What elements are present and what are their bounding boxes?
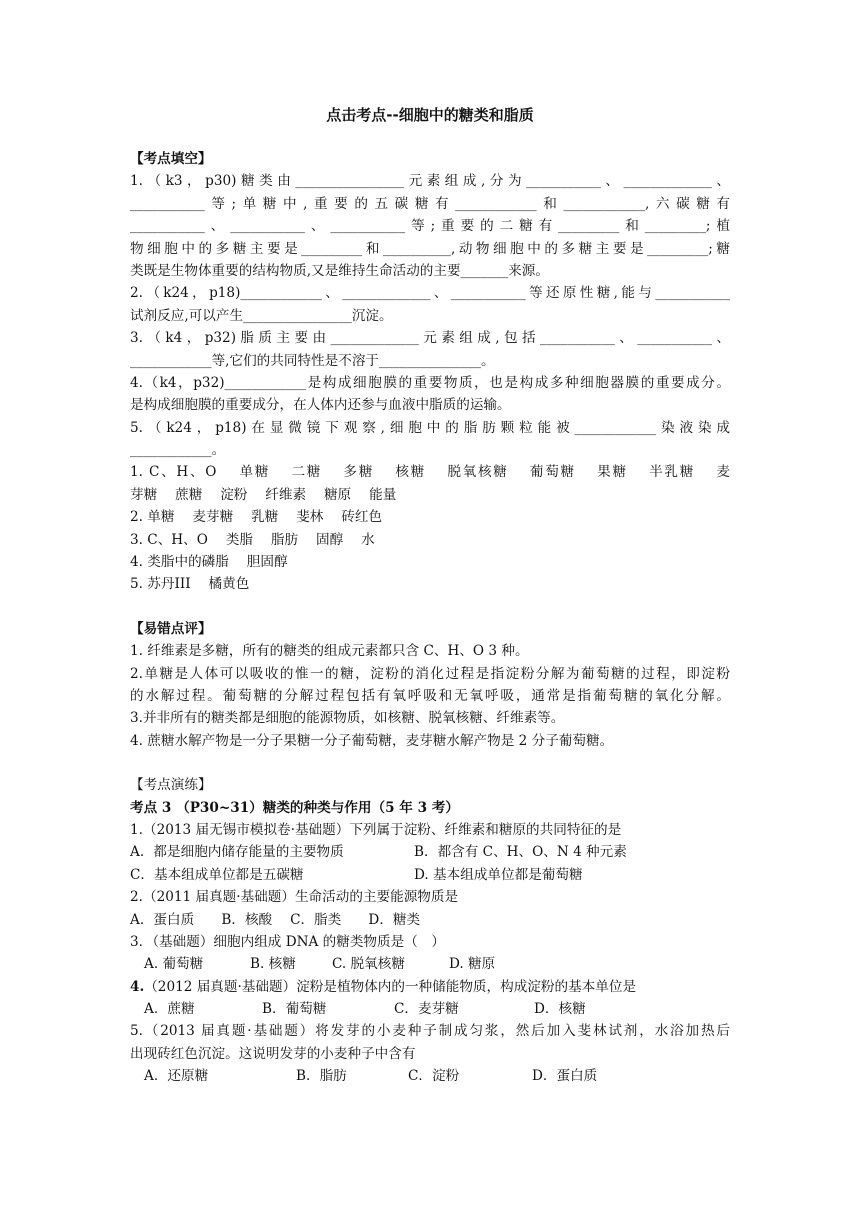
fill-line: 1.（k3，p30)糖类由________________元素组成,分为___________、_____________、 (130, 173, 730, 190)
answer-line: 芽糖 蔗糖 淀粉 纤维素 糖原 能量 (130, 486, 397, 503)
error-line: 2.单糖是人体可以吸收的惟一的糖，淀粉的消化过程是指淀粉分解为葡萄糖的过程，即淀粉 (130, 665, 730, 682)
page-title: 点击考点--细胞中的糖类和脂质 (326, 106, 534, 124)
question-2-options: A．蛋白质 B．核酸 C．脂类 D．糖类 (130, 911, 421, 928)
answer-line: 1. C、H、O 单糖 二糖 多糖 核糖 脱氧核糖 葡萄糖 果糖 半乳糖 麦 (130, 464, 730, 481)
fill-line: 试剂反应,可以产生________________沉淀。 (130, 307, 393, 324)
fill-line: ___________、___________、___________等;重要的二糖有_________和_________;植 (130, 218, 730, 235)
fill-line: 物细胞中的多糖主要是_________和__________,动物细胞中的多糖主要是_________;糖 (130, 240, 730, 257)
errors-heading: 【易错点评】 (130, 620, 212, 637)
error-line: 4. 蔗糖水解产物是一分子果糖一分子葡萄糖，麦芽糖水解产物是 2 分子葡萄糖。 (130, 732, 614, 749)
option-b: B．脂肪 (296, 1068, 347, 1085)
answer-line: 3. C、H、O 类脂 脂肪 固醇 水 (130, 531, 375, 548)
option-b: B．都含有 C、H、O、N 4 种元素 (414, 844, 627, 861)
fill-line: 3.（k4，p32)脂质主要由_____________元素组成,包括___________、___________、 (130, 330, 730, 347)
fill-heading: 【考点填空】 (130, 151, 212, 167)
question-4-options-row (130, 998, 730, 1020)
question-4-stem-row (130, 976, 730, 998)
answer-line: 2. 单糖 麦芽糖 乳糖 斐林 砖红色 (130, 509, 383, 526)
error-line: 3.并非所有的糖类都是细胞的能源物质，如核糖、脱氧核糖、纤维素等。 (130, 710, 565, 727)
answer-line: 5. 苏丹III 橘黄色 (130, 576, 250, 593)
fill-line: 5.（k24，p18)在显微镜下观察,细胞中的脂肪颗粒能被____________染液染成 (130, 419, 730, 436)
answer-line: 4. 类脂中的磷脂 胆固醇 (130, 554, 288, 571)
question-5-options-row (130, 1065, 730, 1087)
document-body (130, 148, 730, 1088)
practice-heading: 【考点演练】 (130, 777, 212, 794)
question-4-number: 4. (130, 978, 145, 995)
fill-line: 2.（k24，p18)____________、_____________、___________等还原性糖,能与___________ (130, 285, 730, 302)
option-c: C．淀粉 (408, 1068, 460, 1085)
option-d: D. 基本组成单位都是葡萄糖 (414, 866, 583, 883)
question-2-stem: 2.（2011 届真题·基础题）生命活动的主要能源物质是 (130, 889, 459, 906)
option-c: C．基本组成单位都是五碳糖 (130, 866, 304, 883)
option-d: D. 糖原 (449, 956, 496, 973)
error-line: 1. 纤维素是多糖，所有的糖类的组成元素都只含 C、H、O 3 种。 (130, 643, 529, 660)
section-spacer (130, 596, 730, 618)
option-d: D．蛋白质 (532, 1068, 598, 1085)
question-3-stem: 3．（基础题）细胞内组成 DNA 的糖类物质是（ ） (130, 933, 445, 950)
option-c: C．麦芽糖 (394, 1001, 459, 1018)
fill-line: 类既是生物体重要的结构物质,又是维持生命活动的主要_______来源。 (130, 262, 549, 279)
fill-line: 是构成细胞膜的重要成分，在人体内还参与血液中脂质的运输。 (130, 397, 511, 414)
option-a: A．还原糖 (144, 1068, 209, 1085)
question-4-stem: （2012 届真题·基础题）淀粉是植物体内的一种储能物质，构成淀粉的基本单位是 (144, 978, 637, 995)
option-b: B．葡萄糖 (262, 1001, 327, 1018)
option-a: A. 葡萄糖 (144, 956, 204, 973)
fill-line: ___________等;单糖中,重要的五碳糖有____________和____________,六碳糖有 (130, 195, 730, 212)
option-a: A．蔗糖 (144, 1001, 195, 1018)
fill-line: ____________。 (130, 442, 226, 459)
option-a: A．都是细胞内储存能量的主要物质 (130, 844, 344, 861)
practice-subheading: 考点 3 （P30~31）糖类的种类与作用（5 年 3 考） (130, 799, 459, 816)
fill-line: 4.（k4，p32)____________是构成细胞膜的重要物质，也是构成多种细胞器膜的重要成分。 (130, 374, 730, 391)
question-1-options-row (130, 841, 730, 863)
error-line: 的水解过程。葡萄糖的分解过程包括有氧呼吸和无氧呼吸，通常是指葡萄糖的氧化分解。 (130, 687, 730, 704)
question-1-options-row (130, 864, 730, 886)
option-d: D．核糖 (534, 1001, 586, 1018)
question-5-stem: 出现砖红色沉淀。这说明发芽的小麦种子中含有 (130, 1045, 416, 1062)
option-c: C. 脱氧核糖 (332, 956, 405, 973)
question-5-stem: 5.（2013 届真题·基础题）将发芽的小麦种子制成匀浆，然后加入斐林试剂，水浴加热后 (130, 1023, 730, 1040)
fill-line: ____________等,它们的共同特性是不溶于_______________。 (130, 352, 495, 369)
option-b: B. 核糖 (250, 956, 296, 973)
question-1-stem: 1.（2013 届无锡市模拟卷·基础题）下列属于淀粉、纤维素和糖原的共同特征的是 (130, 821, 622, 838)
section-spacer (130, 752, 730, 774)
question-3-options-row (130, 953, 730, 975)
